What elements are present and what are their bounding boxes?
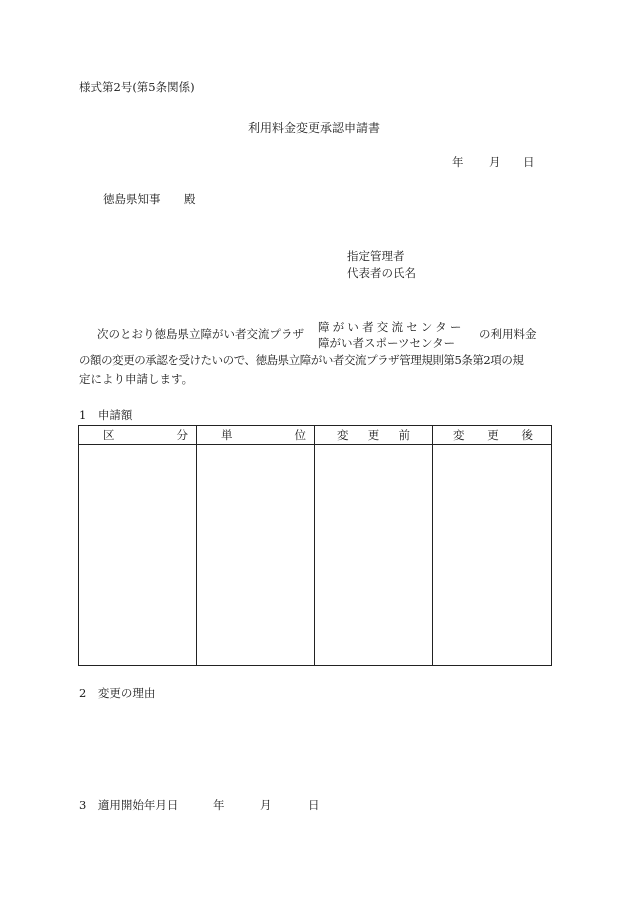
column-header-before-change: 変 更 前 bbox=[315, 426, 433, 445]
addressee-name: 徳島県知事 bbox=[103, 192, 161, 206]
body-line-3: 定により申請します。 bbox=[79, 372, 194, 386]
body-tail: の利用料金 bbox=[479, 327, 537, 341]
section-1-heading: 1 申請額 bbox=[79, 408, 133, 422]
start-month-label: 月 bbox=[260, 798, 272, 812]
facility-option-2: 障がい者スポーツセンター bbox=[318, 336, 456, 350]
form-title: 利用料金変更承認申請書 bbox=[248, 121, 381, 135]
fee-table-header bbox=[79, 426, 552, 445]
column-header-after-change: 変 更 後 bbox=[433, 426, 552, 445]
column-header-category: 区 分 bbox=[79, 426, 197, 445]
start-day-label: 日 bbox=[308, 798, 320, 812]
date-day-label: 日 bbox=[523, 155, 535, 169]
before-change-cell[interactable] bbox=[315, 445, 433, 666]
table-row bbox=[79, 445, 552, 666]
column-header-unit: 単 位 bbox=[197, 426, 315, 445]
category-cell[interactable] bbox=[79, 445, 197, 666]
applicant-label: 指定管理者 bbox=[347, 249, 405, 263]
start-year-label: 年 bbox=[213, 798, 225, 812]
fee-table bbox=[78, 425, 552, 666]
representative-label: 代表者の氏名 bbox=[347, 266, 416, 280]
section-2-heading: 2 変更の理由 bbox=[79, 686, 156, 700]
body-lead: 次のとおり徳島県立障がい者交流プラザ bbox=[97, 327, 304, 341]
addressee-honorific: 殿 bbox=[184, 192, 196, 206]
after-change-cell[interactable] bbox=[433, 445, 552, 666]
body-line-2: の額の変更の承認を受けたいので、徳島県立障がい者交流プラザ管理規則第5条第2項の規 bbox=[79, 353, 524, 367]
date-month-label: 月 bbox=[489, 155, 501, 169]
facility-option-1: 障がい者交流センター bbox=[318, 320, 465, 334]
unit-cell[interactable] bbox=[197, 445, 315, 666]
section-3-heading: 3 適用開始年月日 bbox=[79, 798, 179, 812]
date-year-label: 年 bbox=[452, 155, 464, 169]
form-number: 様式第2号(第5条関係) bbox=[79, 80, 195, 94]
